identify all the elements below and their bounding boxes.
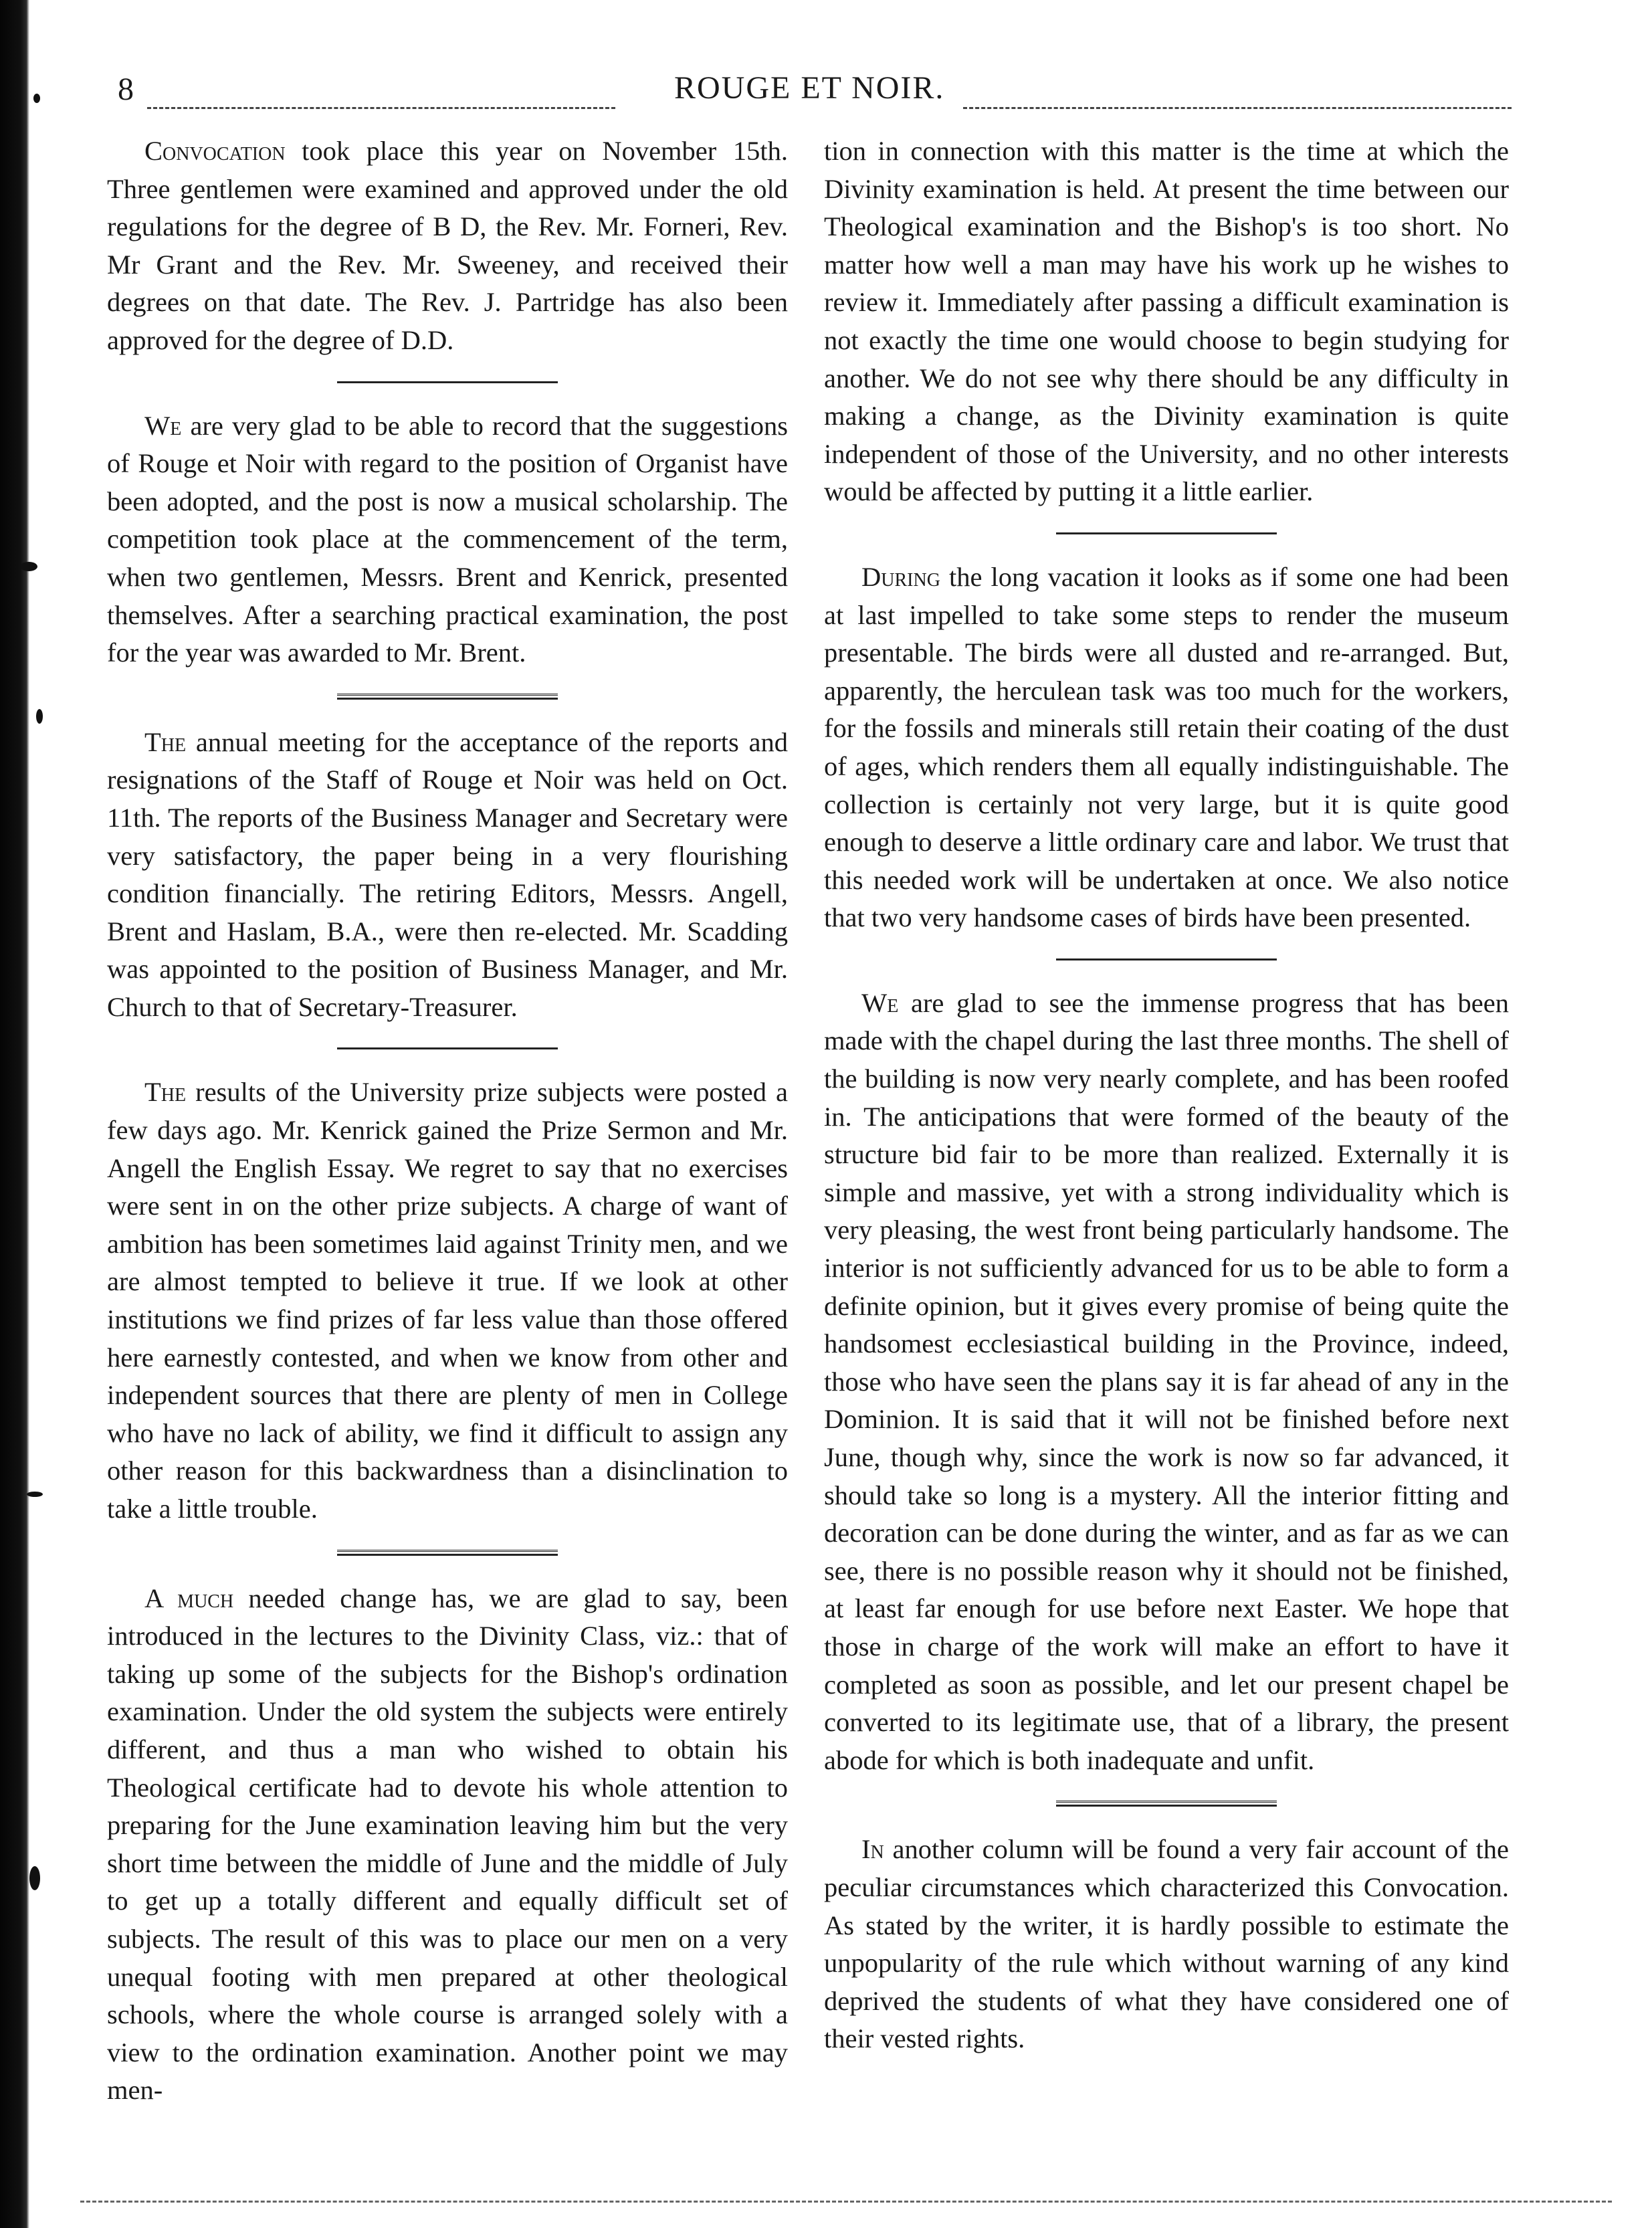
scan-mark: [20, 562, 37, 571]
article-text: are glad to see the immense progress that has been made with the chapel during the last three months. The shell of the building is now very nearly complete, and has been roofed in. The anticipations that were formed of the beauty of the structure bid fair to be more than realized. Externally it is simple and massive, yet with a strong individuality which is very pleasing, the west front being particularly handsome. The interior is not sufficiently advanced for us to be able to form a definite opinion, but it gives every promise of being quite the handsomest ecclesiastical building in the Province, indeed, those who have seen the plans say it is far ahead of any in the Dominion. It is said that it will not be finished before next June, though why, since the work is now so far advanced, it should take so long is a mystery. All the interior fitting and decoration can be done during the winter, and as far as we can see, there is no possible reason why it should not be finished, at least far enough for use before next Easter. We hope that those in charge of the work will make an effort to have it completed as soon as possible, and let our present chapel be converted to its legitimate use, that of a library, the present abode for which is both inadequate and unfit.: [824, 987, 1509, 1775]
article-text: results of the University prize subjects were posted a few days ago. Mr. Kenrick gained the Prize Sermon and Mr. Angell the English Essay. We regret to say that no exercises were sent in on the other prize subjects. A charge of want of ambition has been sometimes laid against Trinity men, and we are almost tempted to believe it true. If we look at other institutions we find prizes of far less value than those offered here earnestly contested, and when we know from other and independent sources that there are plenty of men in College who have no lack of ability, we find it difficult to assign any other reason for this backwardness than a disinclination to take a little trouble.: [107, 1077, 788, 1524]
article-text: are very glad to be able to record that the suggestions of Rouge et Noir with regard to the position of Organist have been adopted, and the post is now a musical scholarship. The competition took place at the commencement of the term, when two gentlemen, Messrs. Brent and Kenrick, presented themselves. After a searching practical examination, the post for the year was awarded to Mr. Brent.: [107, 410, 788, 668]
running-head: ROUGE ET NOIR.: [674, 70, 945, 106]
right-column: [824, 132, 1509, 2058]
article-lead: In: [861, 1834, 884, 1865]
article-text: the long vacation it looks as if some one had been at last impelled to take some steps to render the museum presentable. The birds were all dusted and re-arranged. But, apparently, the herculean task was too much for the workers, for the fossils and minerals still retain their coating of the dust of ages, which renders them all equally indistinguishable. The collection is certainly not very large, but it is quite good enough to deserve a little ordinary care and labor. We trust that this needed work will be undertaken at once. We also notice that two very handsome cases of birds have been presented.: [824, 561, 1509, 933]
article-text: another column will be found a very fair account of the peculiar circumstances which characterized this Convocation. As stated by the writer, it is hardly possible to estimate the unpopularity of the rule which without warning of any kind deprived the students of what they have considered one of their vested rights.: [824, 1834, 1509, 2054]
section-divider: [337, 1550, 558, 1556]
scan-edge: [0, 0, 29, 2228]
article-convocation-account: [824, 1831, 1509, 2058]
article-lead: The: [144, 1077, 187, 1108]
article-text: took place this year on November 15th. Three gentlemen were examined and approved under the old regulations for the degree of B D, the Rev. Mr. Forneri, Rev. Mr Grant and the Rev. Mr. Sweeney, and received their degrees on that date. The Rev. J. Partridge has also been approved for the degree of D.D.: [107, 136, 788, 355]
header-rule-right: [963, 107, 1512, 109]
scan-mark: [36, 709, 43, 724]
article-museum: [824, 559, 1509, 937]
article-convocation: [107, 132, 788, 360]
article-text: tion in connection with this matter is the time at which the Divinity examination is held. At present the time between our Theological examination and the Bishop's is too short. No matter how well a man may have his work up he wishes to review it. Immediately after passing a difficult examination is not exactly the time one would choose to begin studying for another. We do not see why there should be any difficulty in making a change, as the Divinity examination is quite independent of those of the University, and no other interests would be affected by putting it a little earlier.: [824, 136, 1509, 507]
article-organist: [107, 407, 788, 672]
article-lead: We: [144, 410, 182, 441]
section-divider: [337, 381, 558, 383]
article-annual-meeting: [107, 724, 788, 1027]
section-divider: [1056, 532, 1277, 534]
article-continuation: [824, 132, 1509, 511]
article-lead: The: [144, 726, 187, 757]
article-lead: We: [861, 987, 899, 1018]
article-chapel: [824, 985, 1509, 1779]
scan-mark: [29, 1866, 40, 1890]
scan-mark: [27, 1492, 43, 1497]
footer-rule: [80, 2201, 1612, 2203]
article-text: needed change has, we are glad to say, been introduced in the lectures to the Divinity Class, viz.: that of taking up some of the subjects for the Bishop's ordination examination. Under the old system the subjects were entirely different, and thus a man who wished to obtain his Theological certificate had to devote his whole attention to preparing for the June examination leaving him but the very short time between the middle of June and the middle of July to get up a totally different and equally difficult set of subjects. The result of this was to place our men on a very unequal footing with men prepared at other theological schools, where the whole course is arranged solely with a view to the ordination examination. Another point we may men-: [107, 1583, 789, 2106]
article-lead: During: [861, 561, 940, 592]
article-lead: A much: [144, 1583, 234, 1613]
section-divider: [1056, 958, 1277, 960]
article-lead: Convocation: [144, 136, 286, 166]
scan-mark: [33, 94, 40, 103]
section-divider: [337, 1047, 558, 1049]
header-rule-left: [147, 107, 615, 109]
page-number: 8: [118, 72, 134, 107]
article-divinity-class: [107, 1580, 788, 2110]
section-divider: [337, 694, 558, 700]
left-column: [107, 132, 788, 2110]
section-divider: [1056, 1801, 1277, 1807]
article-text: annual meeting for the acceptance of the reports and resignations of the Staff of Rouge et Noir was held on Oct. 11th. The reports of the Business Manager and Secretary were very satisfactory, the paper being in a very flourishing condition financially. The retiring Editors, Messrs. Angell, Brent and Haslam, B.A., were then re-elected. Mr. Scadding was appointed to the position of Business Manager, and Mr. Church to that of Secretary-Treasurer.: [107, 726, 788, 1022]
article-prize-subjects: [107, 1074, 788, 1528]
